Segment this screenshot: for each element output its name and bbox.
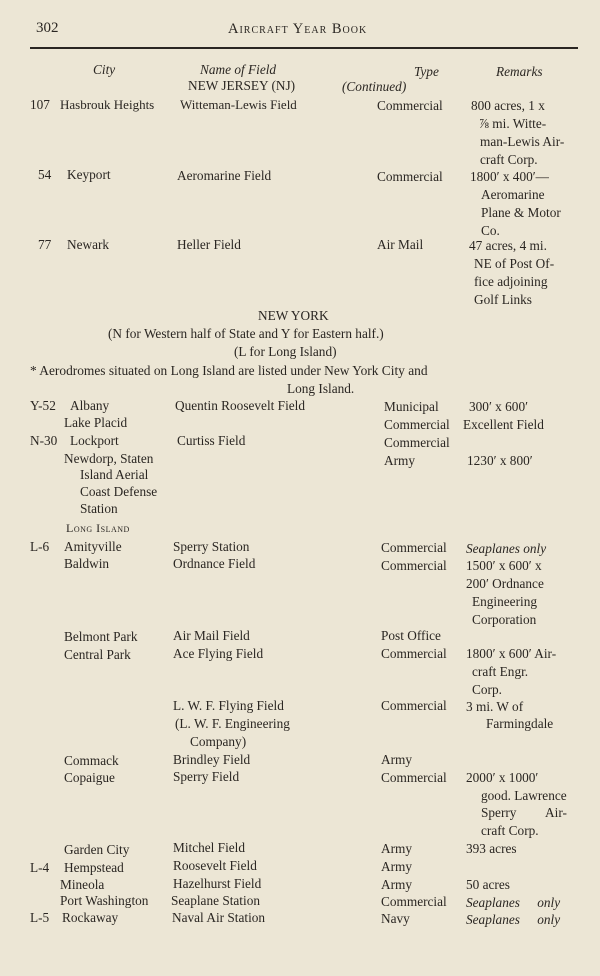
entry-city: Lake Placid [64, 415, 128, 430]
entry-type: Army [381, 752, 413, 767]
entry-field: Mitchel Field [173, 840, 246, 855]
entry-type: Air Mail [377, 237, 424, 252]
entry-type: Commercial [384, 435, 450, 450]
column-header-name: Name of Field [200, 62, 277, 77]
entry-number: N-30 [30, 433, 58, 448]
entry-remarks: good. Lawrence [481, 788, 567, 803]
entry-remarks: 300′ x 600′ [469, 399, 529, 414]
entry-type: Commercial [381, 558, 447, 573]
entry-remarks: 200′ Ordnance [466, 576, 544, 591]
entry-remarks: Sperry Air- [481, 805, 567, 820]
entry-remarks: Golf Links [474, 292, 532, 307]
entry-city: Central Park [64, 647, 131, 662]
section-title-nj: NEW JERSEY (NJ) [188, 78, 296, 93]
entry-type: Post Office [381, 628, 441, 643]
entry-city: Newdorp, Staten [64, 451, 154, 466]
entry-number: 54 [38, 167, 52, 182]
entry-city: Rockaway [62, 910, 119, 925]
section-title-ny: NEW YORK [258, 308, 329, 323]
section-note: (L for Long Island) [234, 344, 337, 359]
entry-remarks: Co. [481, 223, 500, 238]
entry-remarks: 47 acres, 4 mi. [469, 238, 547, 253]
entry-number: 107 [30, 97, 50, 112]
entry-field: Heller Field [177, 237, 241, 252]
entry-city: Keyport [67, 167, 111, 182]
entry-remarks: 1500′ x 600′ x [466, 558, 542, 573]
section-note: (N for Western half of State and Y for Eastern half.) [108, 326, 384, 341]
entry-city: Port Washington [60, 893, 149, 908]
entry-city: Garden City [64, 842, 130, 857]
entry-type: Commercial [381, 894, 447, 909]
entry-remarks: 1800′ x 600′ Air- [466, 646, 557, 661]
entry-city: Albany [70, 398, 110, 413]
header-rule [30, 47, 578, 49]
entry-field: Roosevelt Field [173, 858, 257, 873]
entry-remarks: Farmingdale [486, 716, 554, 731]
entry-number: L-4 [30, 860, 50, 875]
entry-remarks: fice adjoining [474, 274, 548, 289]
running-title: Aircraft Year Book [228, 21, 368, 37]
entry-remarks: ⅞ mi. Witte- [479, 116, 547, 131]
entry-remarks: Engineering [472, 594, 537, 609]
entry-type: Army [381, 859, 413, 874]
entry-remarks: Seaplanes only [466, 895, 561, 910]
entry-field: Quentin Roosevelt Field [175, 398, 306, 413]
entry-type: Commercial [384, 417, 450, 432]
entry-remarks: 50 acres [466, 877, 510, 892]
entry-remarks: Seaplanes only [466, 912, 561, 927]
entry-remarks: 393 acres [466, 841, 517, 856]
entry-remarks: craft Corp. [480, 152, 538, 167]
entry-remarks: Corporation [472, 612, 537, 627]
entry-type: Army [381, 841, 413, 856]
entry-field: Witteman-Lewis Field [180, 97, 297, 112]
entry-type: Commercial [377, 98, 443, 113]
entry-remarks: Seaplanes only [466, 541, 547, 556]
entry-city: Lockport [70, 433, 119, 448]
entry-remarks: 1800′ x 400′— [470, 169, 549, 184]
entry-field: (L. W. F. Engineering [175, 716, 290, 731]
entry-remarks: 3 mi. W of [466, 699, 524, 714]
entry-remarks: 800 acres, 1 x [471, 98, 545, 113]
entry-type: Commercial [381, 646, 447, 661]
page-number: 302 [36, 20, 59, 36]
subsection-heading: Long Island [66, 521, 130, 535]
entry-type: Commercial [381, 770, 447, 785]
entry-remarks: 2000′ x 1000′ [466, 770, 539, 785]
entry-field: Sperry Field [173, 769, 240, 784]
entry-city: Baldwin [64, 556, 110, 571]
entry-field: Seaplane Station [171, 893, 260, 908]
entry-remarks: Excellent Field [463, 417, 544, 432]
entry-remarks: Aeromarine [481, 187, 545, 202]
column-header-type: Type [414, 64, 439, 79]
entry-type: Army [381, 877, 413, 892]
entry-city: Mineola [60, 877, 105, 892]
entry-remarks: Corp. [472, 682, 502, 697]
entry-city: Hasbrouk Heights [60, 97, 155, 112]
entry-field: Ace Flying Field [173, 646, 264, 661]
entry-field: Naval Air Station [172, 910, 266, 925]
entry-remarks: 1230′ x 800′ [467, 453, 533, 468]
entry-field: Aeromarine Field [177, 168, 272, 183]
entry-type: Navy [381, 911, 410, 926]
entry-field: Hazelhurst Field [173, 876, 262, 891]
entry-type: Commercial [381, 698, 447, 713]
entry-city: Copaigue [64, 770, 115, 785]
entry-city: Amityville [64, 539, 122, 554]
entry-field: Brindley Field [173, 752, 251, 767]
entry-number: Y-52 [30, 398, 56, 413]
entry-city: Belmont Park [64, 629, 138, 644]
entry-remarks: man-Lewis Air- [480, 134, 565, 149]
entry-city: Island Aerial [80, 467, 149, 482]
section-note: * Aerodromes situated on Long Island are listed under New York City and [30, 363, 428, 378]
entry-remarks: craft Engr. [472, 664, 529, 679]
entry-remarks: Plane & Motor [481, 205, 561, 220]
section-note: Long Island. [287, 381, 355, 396]
entry-number: L-5 [30, 910, 50, 925]
entry-field: Curtiss Field [177, 433, 246, 448]
entry-field: Sperry Station [173, 539, 250, 554]
entry-remarks: NE of Post Of- [474, 256, 555, 271]
entry-field: Ordnance Field [173, 556, 256, 571]
section-continued-nj: (Continued) [342, 79, 407, 94]
entry-city: Coast Defense [80, 484, 158, 499]
entry-type: Army [384, 453, 416, 468]
entry-city: Newark [67, 237, 110, 252]
entry-type: Commercial [381, 540, 447, 555]
column-header-city: City [93, 62, 116, 77]
entry-city: Commack [64, 753, 119, 768]
entry-city: Station [80, 501, 118, 516]
entry-type: Commercial [377, 169, 443, 184]
entry-number: L-6 [30, 539, 50, 554]
entry-remarks: craft Corp. [481, 823, 539, 838]
entry-number: 77 [38, 237, 52, 252]
entry-field: L. W. F. Flying Field [173, 698, 284, 713]
entry-field: Air Mail Field [173, 628, 250, 643]
entry-city: Hempstead [64, 860, 124, 875]
column-header-remarks: Remarks [496, 64, 543, 79]
entry-field: Company) [190, 734, 247, 749]
entry-type: Municipal [384, 399, 439, 414]
